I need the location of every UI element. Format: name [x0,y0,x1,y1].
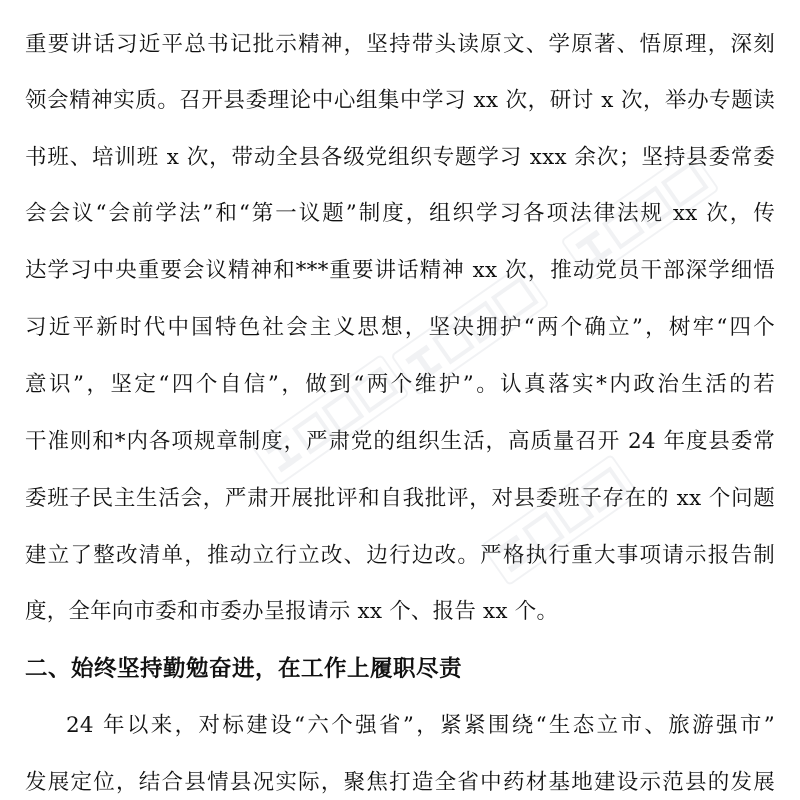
text-line-5: 达学习中央重要会议精神和***重要讲话精神 xx 次，推动党员干部深学细悟 [25,258,775,283]
text-line-9: 委班子民主生活会，严肃开展批评和自我批评，对县委班子存在的 xx 个问题 [25,486,775,511]
section-heading: 二、始终坚持勤勉奋进，在工作上履职尽责 [25,656,463,682]
text-line-6: 习近平新时代中国特色社会主义思想，坚决拥护“两个确立”，树牢“四个 [25,315,775,340]
text-line-10: 建立了整改清单，推动立行立改、边行边改。严格执行重大事项请示报告制 [25,543,775,568]
text-line-3: 书班、培训班 x 次，带动全县各级党组织专题学习 xxx 余次；坚持县委常委 [25,145,775,170]
text-line-8: 干准则和*内各项规章制度，严肃党的组织生活，高质量召开 24 年度县委常 [25,429,775,454]
text-line-4: 会会议“会前学法”和“第一议题”制度，组织学习各项法律法规 xx 次，传 [25,201,775,226]
text-line-2: 领会精神实质。召开县委理论中心组集中学习 xx 次，研讨 x 次，举办专题读 [25,88,775,113]
text-line-7: 意识”，坚定“四个自信”，做到“两个维护”。认真落实*内政治生活的若 [25,372,775,397]
text-line-1: 重要讲话习近平总书记批示精神，坚持带头读原文、学原著、悟原理，深刻 [25,32,775,57]
text-line-11: 度，全年向市委和市委办呈报请示 xx 个、报告 xx 个。 [25,599,559,624]
paragraph-line-2: 发展定位，结合县情县况实际，聚焦打造全省中药材基地建设示范县的发展 [25,770,775,795]
paragraph-line-1: 24 年以来，对标建设“六个强省”，紧紧围绕“生态立市、旅游强市” [66,713,775,738]
